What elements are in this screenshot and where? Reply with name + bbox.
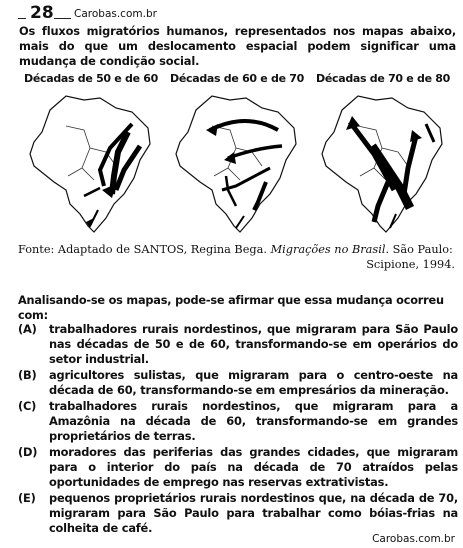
option-text: trabalhadores rurais nordestinos, que migraram para a Amazônia na década de 60, transformando-se em grandes proprietários de terras.	[49, 399, 458, 443]
option-letter: (B)	[18, 368, 37, 382]
option-text: pequenos proprietários rurais nordestinos que, na década de 70, migraram para São Paulo para trabalhar como bóias-frias na colheita de café.	[49, 491, 458, 535]
answer-options	[18, 322, 458, 537]
source-suffix: . São Paulo:	[385, 243, 453, 256]
brazil-map-figure	[20, 86, 162, 236]
site-watermark: Carobas.com.br	[74, 8, 157, 20]
source-citation	[18, 242, 455, 272]
map-50s-60s	[20, 68, 162, 238]
header-rule	[54, 18, 71, 19]
option-text: moradores das periferias das grandes cidades, que migraram para o interior do país na década de 70 atraídos pelas oportunidades de emprego nas reservas extrativistas.	[49, 445, 458, 489]
option-letter: (C)	[18, 399, 37, 413]
header-rule	[18, 18, 26, 19]
option-d[interactable]	[18, 445, 458, 490]
migration-maps	[18, 68, 456, 238]
option-c[interactable]	[18, 399, 458, 444]
brazil-map-figure	[166, 86, 308, 236]
option-letter: (E)	[18, 491, 36, 505]
map-60s-70s	[166, 68, 308, 238]
map-title: Décadas de 50 e de 60	[24, 72, 158, 85]
option-letter: (A)	[18, 322, 37, 336]
option-letter: (D)	[18, 445, 38, 459]
question-stem: Analisando-se os mapas, pode-se afirmar que essa mudança ocorreu com:	[18, 294, 444, 322]
source-title: Migrações no Brasil	[270, 243, 386, 256]
source-line2: Scipione, 1994.	[366, 258, 455, 271]
source-prefix: Fonte: Adaptado de SANTOS, Regina Bega.	[18, 243, 271, 256]
site-watermark-footer: Carobas.com.br	[372, 533, 455, 545]
brazil-map-figure	[312, 86, 454, 236]
option-e[interactable]	[18, 491, 458, 536]
option-text: trabalhadores rurais nordestinos, que migraram para São Paulo nas décadas de 50 e de 60, transformando-se em operários do setor industrial.	[49, 322, 458, 366]
option-text: agricultores sulistas, que migraram para o centro-oeste na década de 60, transformando-se em empresários da mineração.	[49, 368, 458, 397]
map-70s-80s	[312, 68, 454, 238]
intro-text: Os fluxos migratórios humanos, representados nos mapas abaixo, mais do que um deslocamento espacial podem significar uma mudança de condição social.	[19, 24, 456, 68]
option-a[interactable]	[18, 322, 458, 367]
map-title: Décadas de 60 e de 70	[170, 72, 304, 85]
map-title: Décadas de 70 e de 80	[316, 72, 450, 85]
question-number: 28	[30, 3, 54, 23]
question-header	[18, 4, 458, 24]
option-b[interactable]	[18, 368, 458, 398]
